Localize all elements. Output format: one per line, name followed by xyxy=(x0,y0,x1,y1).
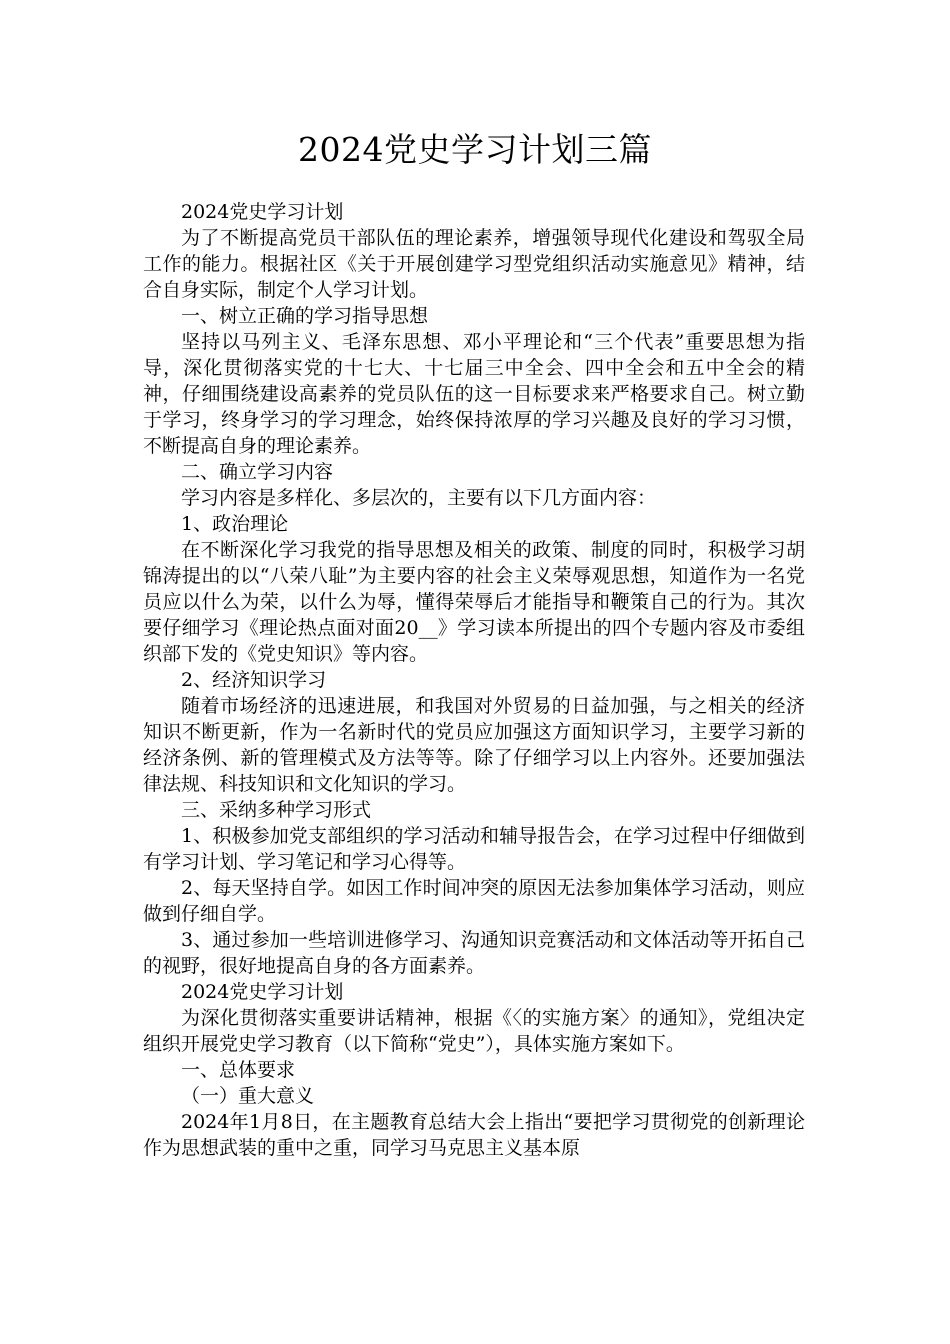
section-heading: 一、树立正确的学习指导思想 xyxy=(181,305,429,327)
section-heading: 2、经济知识学习 xyxy=(181,669,327,691)
section-heading: （一）重大意义 xyxy=(181,1085,315,1107)
paragraph: 学习内容是多样化、多层次的，主要有以下几方面内容： xyxy=(181,487,657,509)
paragraph: 坚持以马列主义、毛泽东思想、邓小平理论和“三个代表”重要思想为指导，深化贯彻落实党的十七大、十七届三中全会、四中全会和五中全会的精神，仔细围绕建设高素养的党员队伍的这一目标要求来严格要求自己。树立勤于学习，终身学习的学习理念，始终保持浓厚的学习兴趣及良好的学习习惯，不断提高自身的理论素养。 xyxy=(143,331,805,457)
paragraph: 为了不断提高党员干部队伍的理论素养，增强领导现代化建设和驾驭全局工作的能力。根据社区《关于开展创建学习型党组织活动实施意见》精神，结合自身实际，制定个人学习计划。 xyxy=(143,227,805,301)
paragraph: 2024年1月8日，在主题教育总结大会上指出“要把学习贯彻党的创新理论作为思想武装的重中之重，同学习马克思主义基本原 xyxy=(143,1111,805,1159)
paragraph: 3、通过参加一些培训进修学习、沟通知识竞赛活动和文体活动等开拓自己的视野，很好地提高自身的各方面素养。 xyxy=(143,929,805,977)
section-heading: 2024党史学习计划 xyxy=(181,981,344,1003)
section-heading: 1、政治理论 xyxy=(181,513,289,535)
document-title: 2024党史学习计划三篇 xyxy=(298,130,652,169)
paragraph: 随着市场经济的迅速进展，和我国对外贸易的日益加强，与之相关的经济知识不断更新，作为一名新时代的党员应加强这方面知识学习，主要学习新的经济条例、新的管理模式及方法等等。除了仔细学习以上内容外。还要加强法律法规、科技知识和文化知识的学习。 xyxy=(143,695,805,795)
document-body xyxy=(143,199,805,1161)
section-heading: 二、确立学习内容 xyxy=(181,461,334,483)
paragraph: 在不断深化学习我党的指导思想及相关的政策、制度的同时，积极学习胡锦涛提出的以“八荣八耻”为主要内容的社会主义荣辱观思想，知道作为一名党员应以什么为荣，以什么为辱，懂得荣辱后才能指导和鞭策自己的行为。其次要仔细学习《理论热点面对面20__》学习读本所提出的四个专题内容及市委组织部下发的《党史知识》等内容。 xyxy=(143,539,805,665)
section-heading: 2024党史学习计划 xyxy=(181,201,344,223)
paragraph: 为深化贯彻落实重要讲话精神，根据《〈的实施方案〉的通知》，党组决定组织开展党史学习教育（以下简称“党史”），具体实施方案如下。 xyxy=(143,1007,805,1055)
section-heading: 一、总体要求 xyxy=(181,1059,296,1081)
section-heading: 三、采纳多种学习形式 xyxy=(181,799,372,821)
paragraph: 1、积极参加党支部组织的学习活动和辅导报告会，在学习过程中仔细做到有学习计划、学习笔记和学习心得等。 xyxy=(143,825,805,873)
paragraph: 2、每天坚持自学。如因工作时间冲突的原因无法参加集体学习活动，则应做到仔细自学。 xyxy=(143,877,805,925)
